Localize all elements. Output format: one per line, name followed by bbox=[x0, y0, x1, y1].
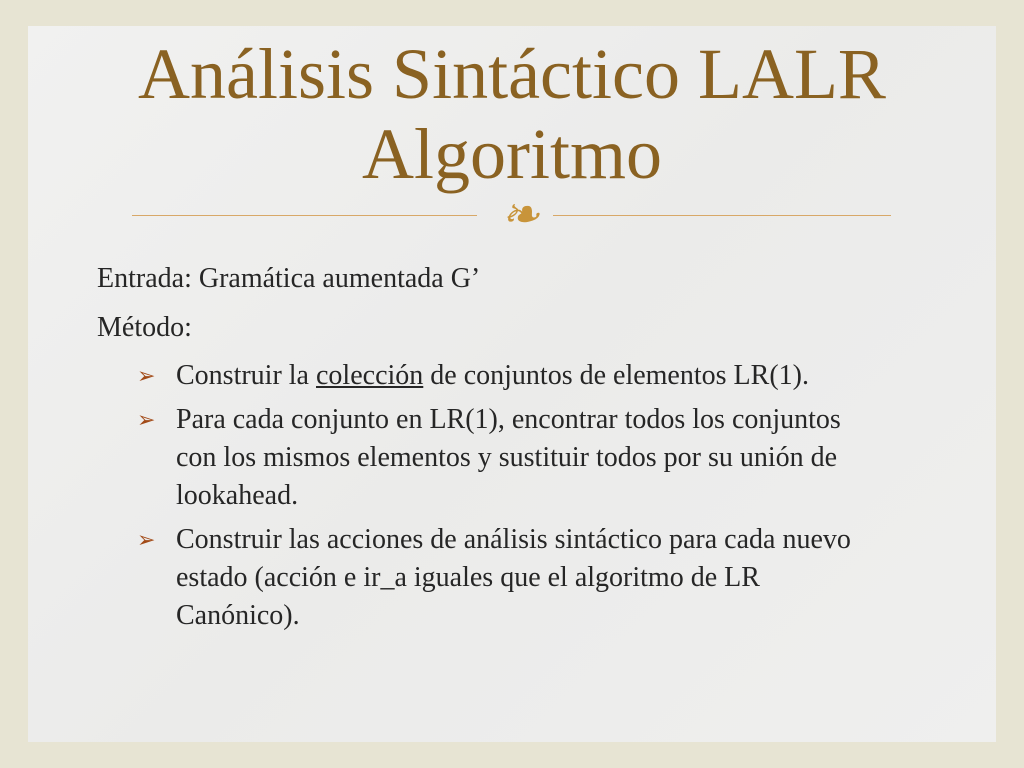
underlined-term: colección bbox=[316, 360, 424, 391]
bullet-text: Para cada conjunto en LR(1), encontrar todos los conjuntos con los mismos elementos y sustituir todos por su unión de lookahead. bbox=[176, 404, 841, 511]
bullet-text-after: de conjuntos de elementos LR(1). bbox=[423, 360, 809, 391]
arrow-bullet-icon: ➢ bbox=[137, 407, 156, 432]
slide-title-line-1: Análisis Sintáctico LALR bbox=[138, 34, 886, 114]
ornamental-flourish-icon: ❧ bbox=[500, 189, 530, 240]
method-line: Método: bbox=[97, 312, 192, 343]
list-item bbox=[97, 521, 876, 635]
list-item bbox=[97, 357, 876, 395]
list-item bbox=[97, 401, 876, 515]
arrow-bullet-icon: ➢ bbox=[137, 363, 156, 388]
slide-title bbox=[0, 34, 1024, 194]
bullet-text-before: Construir la bbox=[176, 360, 316, 391]
arrow-bullet-icon: ➢ bbox=[137, 527, 156, 552]
title-divider-left bbox=[132, 215, 477, 216]
slide-title-line-2: Algoritmo bbox=[362, 114, 662, 194]
method-steps-list bbox=[97, 357, 957, 641]
bullet-text: Construir las acciones de análisis sintáctico para cada nuevo estado (acción e ir_a iguales que el algoritmo de LR Canónico). bbox=[176, 524, 851, 631]
title-divider-right bbox=[553, 215, 891, 216]
input-line: Entrada: Gramática aumentada G’ bbox=[97, 263, 481, 294]
